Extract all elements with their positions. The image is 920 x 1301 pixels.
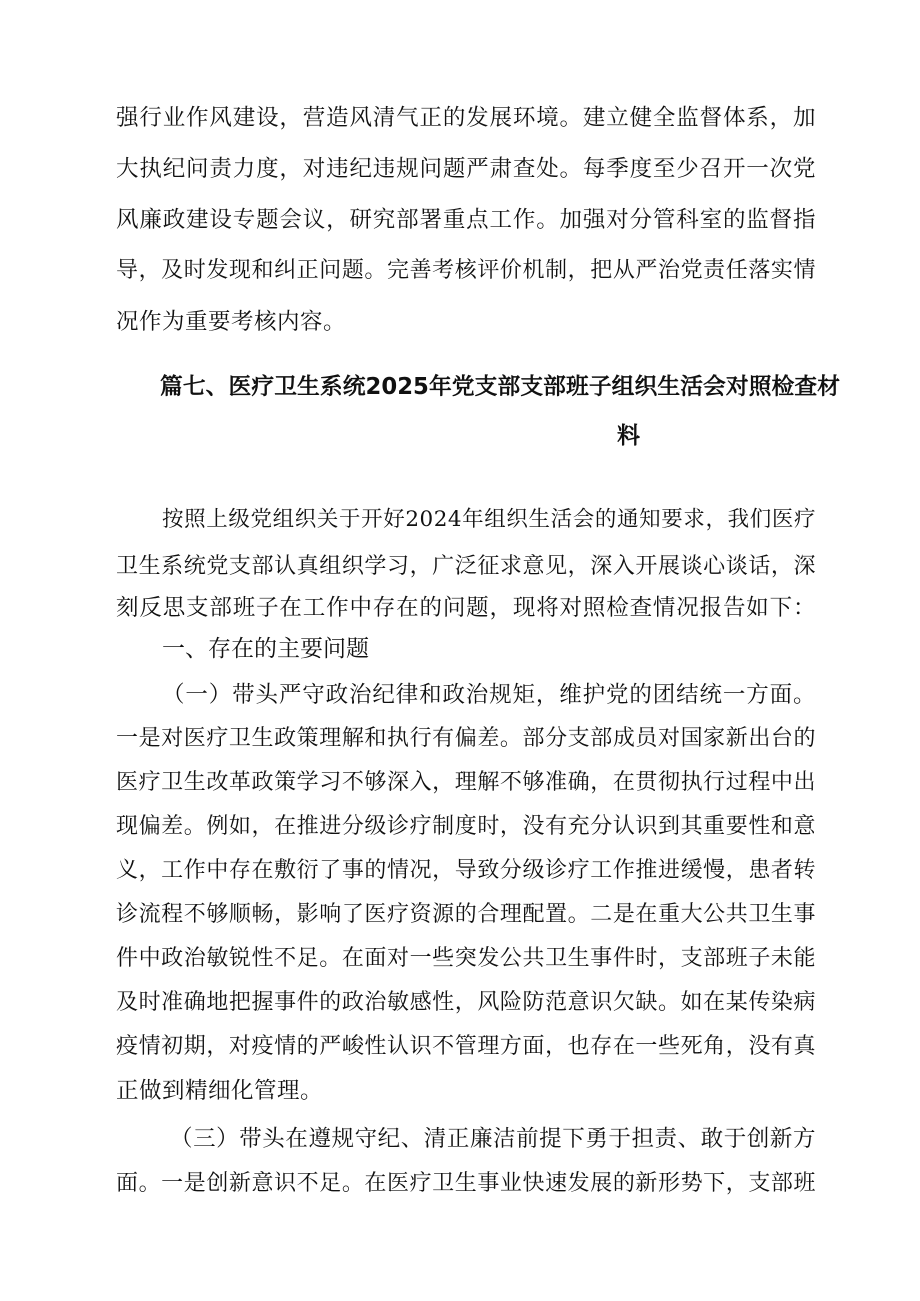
intro-line: 刻反思支部班子在工作中存在的问题，现将对照检查情况报告如下： (116, 595, 816, 621)
document-title-line: 料 (617, 423, 640, 449)
subsection-line: 疫情初期，对疫情的严峻性认识不管理方面，也存在一些死角，没有真 (116, 1034, 816, 1059)
paragraph-line: 导，及时发现和纠正问题。完善考核评价机制，把从严治党责任落实情 (116, 258, 816, 283)
intro-line: 卫生系统党支部认真组织学习，广泛征求意见，深入开展谈心谈话，深 (116, 554, 816, 579)
subsection-line: 义，工作中存在敷衍了事的情况，导致分级诊疗工作推进缓慢，患者转 (116, 858, 816, 883)
subsection-line: 件中政治敏锐性不足。在面对一些突发公共卫生事件时，支部班子未能 (116, 946, 816, 971)
subsection-line: （一）带头严守政治纪律和政治规矩，维护党的团结统一方面。 (162, 682, 816, 708)
subsection-line: 医疗卫生改革政策学习不够深入，理解不够准确，在贯彻执行过程中出 (116, 770, 816, 795)
document-title-line: 篇七、医疗卫生系统2025年党支部支部班子组织生活会对照检查材 (160, 374, 840, 400)
subsection-line: 及时准确地把握事件的政治敏感性，风险防范意识欠缺。如在某传染病 (116, 990, 816, 1015)
subsection-line: 现偏差。例如，在推进分级诊疗制度时，没有充分认识到其重要性和意 (116, 814, 816, 839)
paragraph-line: 强行业作风建设，营造风清气正的发展环境。建立健全监督体系，加 (116, 105, 816, 131)
subsection-line: （三）带头在遵规守纪、清正廉洁前提下勇于担责、敢于创新方 (170, 1126, 816, 1152)
subsection-line: 面。一是创新意识不足。在医疗卫生事业快速发展的新形势下，支部班 (116, 1171, 816, 1196)
subsection-line: 一是对医疗卫生政策理解和执行有偏差。部分支部成员对国家新出台的 (116, 726, 816, 751)
subsection-line: 正做到精细化管理。 (116, 1078, 324, 1104)
section-heading: 一、存在的主要问题 (162, 636, 369, 662)
paragraph-line: 况作为重要考核内容。 (116, 309, 347, 335)
paragraph-line: 大执纪问责力度，对违纪违规问题严肃查处。每季度至少召开一次党 (116, 156, 816, 182)
paragraph-line: 风廉政建设专题会议，研究部署重点工作。加强对分管科室的监督指 (116, 207, 816, 233)
subsection-line: 诊流程不够顺畅，影响了医疗资源的合理配置。二是在重大公共卫生事 (116, 902, 816, 927)
intro-line: 按照上级党组织关于开好2024年组织生活会的通知要求，我们医疗 (162, 507, 816, 532)
